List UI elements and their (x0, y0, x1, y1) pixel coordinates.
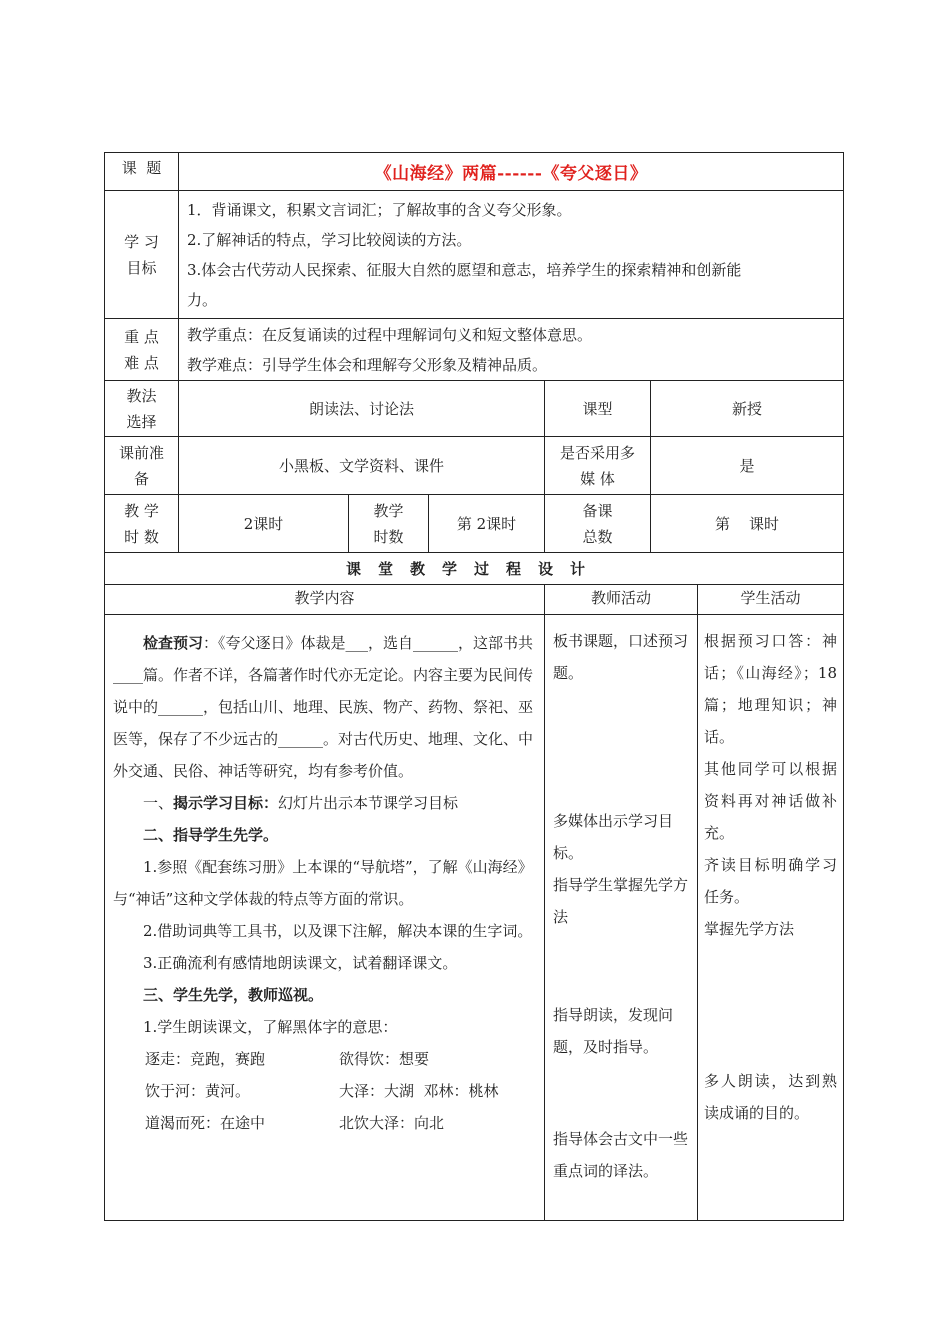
student-cell (698, 615, 844, 1221)
step1 (113, 787, 536, 819)
hours-row (105, 495, 844, 553)
vocab-row (113, 1043, 536, 1075)
process-body-row (105, 615, 844, 1221)
hours-label (105, 495, 179, 553)
col-teacher-header: 教师活动 (545, 585, 698, 615)
media-value: 是 (651, 437, 844, 495)
goals-label-line1: 学 习 (124, 232, 159, 251)
vocab-entry: 北饮大泽：向北 (339, 1114, 445, 1132)
lesson-plan-table (104, 152, 844, 1221)
prep-value: 小黑板、文学资料、课件 (179, 437, 545, 495)
prep-row (105, 437, 844, 495)
media-label (545, 437, 651, 495)
process-columns-row (105, 585, 844, 615)
step2-item2: 2.借助词典等工具书，以及课下注解，解决本课的生字词。 (143, 922, 533, 940)
goals-label (105, 191, 179, 319)
goals-label-line2: 目标 (126, 258, 157, 277)
teacher-activity: 板书课题，口述预习题。 (553, 632, 689, 682)
process-heading-row (105, 553, 844, 585)
preview-label: 检查预习 (143, 634, 204, 652)
goal-item: 力。 (187, 291, 218, 309)
vocab-entry: 饮于河：黄河。 (145, 1082, 251, 1100)
lesson-title: 《山海经》两篇------《夸父逐日》 (179, 153, 844, 191)
step1-label: 揭示学习目标： (173, 794, 279, 812)
goal-item: 2.了解神话的特点，学习比较阅读的方法。 (187, 231, 472, 249)
hours-label-line1: 教 学 (124, 501, 159, 520)
lesson-type-value: 新授 (651, 381, 844, 437)
hours-value: 2课时 (179, 495, 349, 553)
goals-list (179, 191, 844, 319)
col-student-header: 学生活动 (698, 585, 844, 615)
method-label-line2: 选择 (126, 412, 157, 431)
student-activity: 多人朗读，达到熟读成诵的目的。 (704, 1072, 837, 1122)
session-label (349, 495, 429, 553)
keypoints-label (105, 319, 179, 381)
teaching-difficulty: 教学难点：引导学生体会和理解夸父形象及精神品质。 (187, 355, 548, 374)
student-activity: 掌握先学方法 (704, 920, 795, 938)
lesson-type-label: 课型 (545, 381, 651, 437)
process-heading: 课堂教学过程设计 (105, 553, 844, 585)
student-activity: 齐读目标明确学习任务。 (704, 856, 837, 906)
keypoints-label-line1: 重 点 (124, 327, 159, 346)
prep-label-line1: 课前准 (118, 443, 164, 462)
session-label-line1: 教学 (373, 501, 404, 520)
vocab-entry: 道渴而死：在途中 (145, 1114, 266, 1132)
step3-item1: 1.学生朗读课文，了解黑体字的意思： (143, 1018, 398, 1036)
vocab-row (113, 1107, 536, 1139)
goal-item: 3.体会古代劳动人民探索、征服大自然的愿望和意志，培养学生的探索精神和创新能 (187, 261, 742, 279)
step3-heading: 三、学生先学，教师巡视。 (143, 986, 324, 1004)
teacher-cell (545, 615, 698, 1221)
student-activity: 根据预习口答：神话；《山海经》；18篇；地理知识；神话。 (704, 632, 837, 746)
total-value: 第 课时 (651, 495, 844, 553)
student-activity: 其他同学可以根据资料再对神话做补充。 (704, 760, 837, 842)
prep-label-line2: 备 (133, 469, 149, 488)
teacher-activity: 指导朗读，发现问题，及时指导。 (553, 1006, 674, 1056)
keypoints-label-line2: 难 点 (124, 353, 159, 372)
step2-item3: 3.正确流利有感情地朗读课文，试着翻译课文。 (143, 954, 458, 972)
media-label-line1: 是否采用多 (559, 443, 635, 462)
total-label-line1: 备课 (582, 501, 613, 520)
hours-label-line2: 时 数 (124, 527, 159, 546)
preview-text: ：《夸父逐日》体裁是___，选自______，这部书共____篇。作者不详，各篇著作时代亦无定论。内容主要为民间传说中的______，包括山川、地理、民族、物产、药物、祭祀、巫医等，保存了不少远古的______。对古代历史、地理、文化、中外交通、民俗、神话等研究，均有参考价值。 (113, 634, 534, 780)
vocab-entry: 逐走：竞跑，赛跑 (145, 1050, 266, 1068)
step2-heading: 二、指导学生先学。 (143, 826, 279, 844)
goal-item: 1．背诵课文，积累文言词汇；了解故事的含义夸父形象。 (187, 201, 572, 219)
teaching-focus: 教学重点：在反复诵读的过程中理解词句义和短文整体意思。 (187, 325, 593, 344)
goals-row (105, 191, 844, 319)
session-label-line2: 时数 (373, 527, 404, 546)
teacher-activity: 多媒体出示学习目标。 (553, 812, 674, 862)
step2-item1: 1.参照《配套练习册》上本课的“导航塔”，了解《山海经》与“神话”这种文学体裁的特点等方面的常识。 (113, 858, 533, 908)
vocab-entry: 欲得饮：想要 (339, 1050, 430, 1068)
total-label (545, 495, 651, 553)
method-row (105, 381, 844, 437)
method-label-line1: 教法 (126, 386, 157, 405)
keypoints-row (105, 319, 844, 381)
session-value: 第 2课时 (429, 495, 545, 553)
total-label-line2: 总数 (582, 527, 613, 546)
vocab-row (113, 1075, 536, 1107)
step1-text: 幻灯片出示本节课学习目标 (278, 794, 459, 812)
teacher-activity: 指导体会古文中一些重点词的译法。 (553, 1130, 689, 1180)
method-value: 朗读法、讨论法 (179, 381, 545, 437)
vocab-entry: 大泽：大湖 邓林：桃林 (339, 1082, 499, 1100)
media-label-line2: 媒 体 (580, 469, 615, 488)
step1-prefix: 一、 (143, 794, 174, 812)
keypoints-content (179, 319, 844, 381)
preview-paragraph (113, 627, 536, 787)
teacher-activity: 指导学生掌握先学方法 (553, 876, 689, 926)
prep-label (105, 437, 179, 495)
topic-row (105, 153, 844, 191)
method-label (105, 381, 179, 437)
col-content-header: 教学内容 (105, 585, 545, 615)
content-cell (105, 615, 545, 1221)
topic-label: 课 题 (105, 153, 179, 191)
